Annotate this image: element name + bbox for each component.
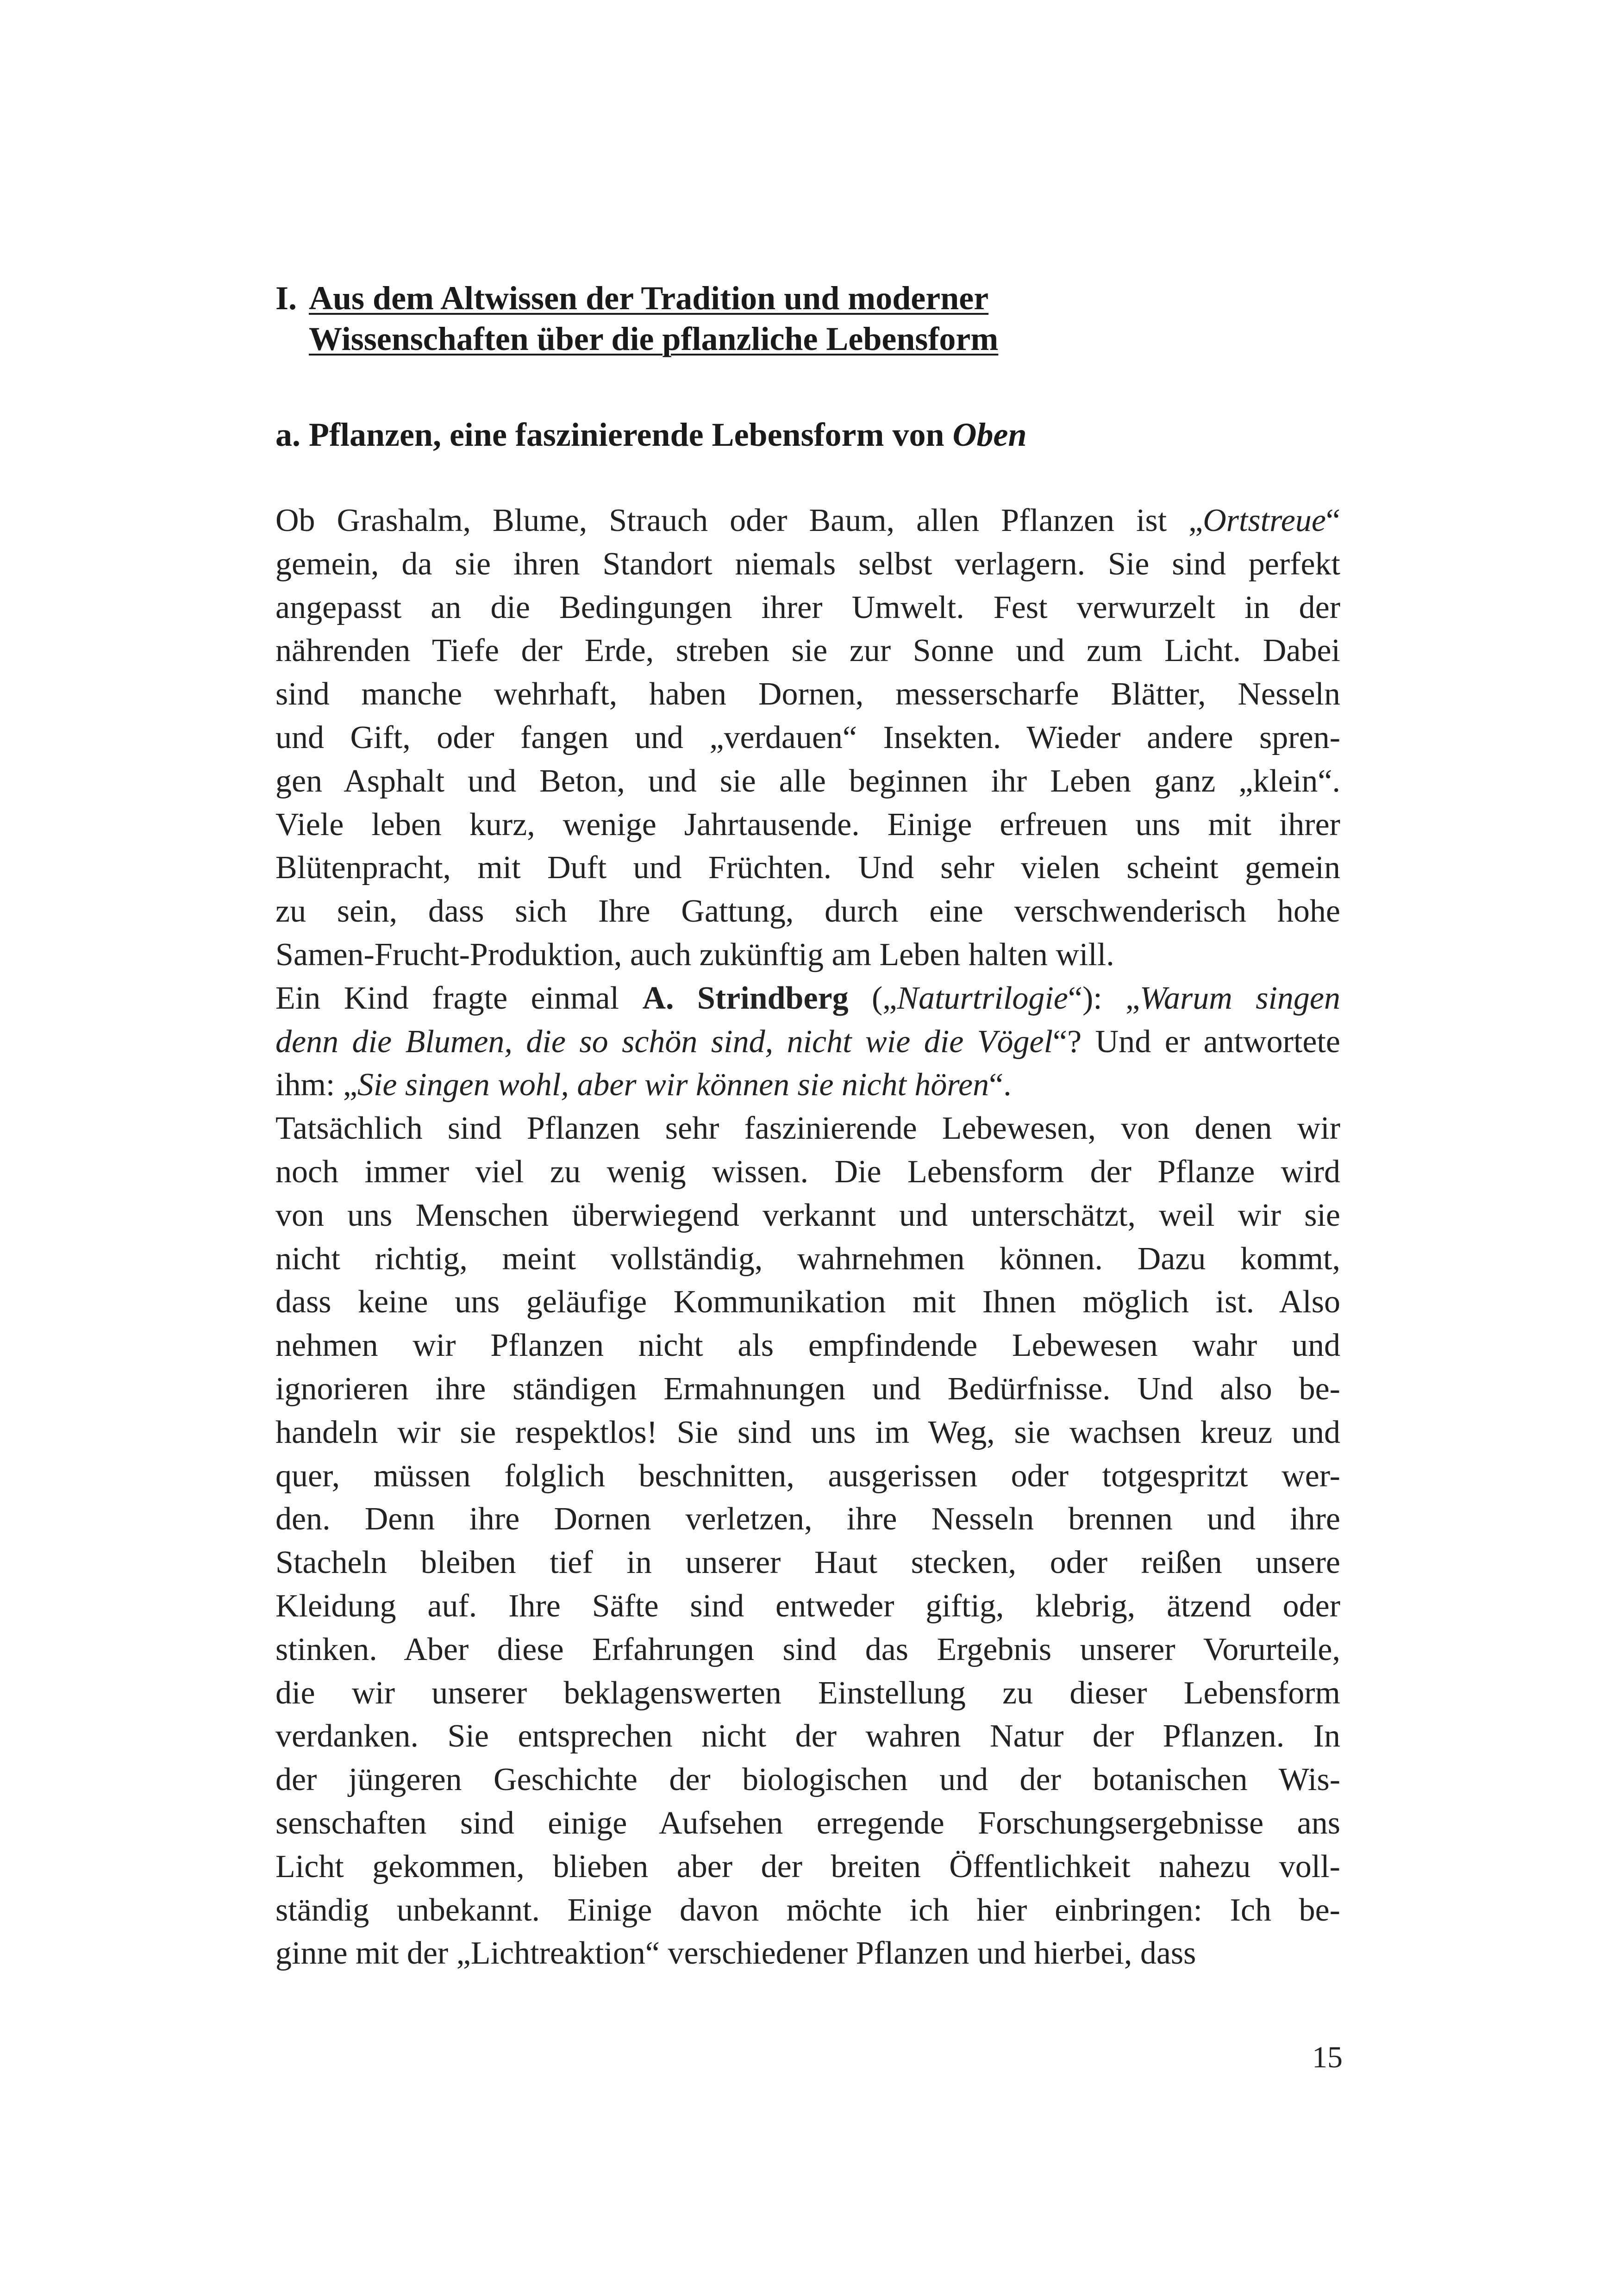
text-line: [275, 1367, 1340, 1411]
text-line: [275, 1411, 1340, 1454]
text-line: [275, 716, 1340, 760]
text-run: Blütenpracht, mit Duft und Früchten. Und sehr vielen scheint gemein: [275, 850, 1340, 886]
text-run: noch immer viel zu wenig wissen. Die Lebensform der Pflanze wird: [275, 1154, 1340, 1190]
text-run: ginne mit der „Lichtreaktion“ verschiedener Pflanzen und hierbei, dass: [275, 1935, 1196, 1972]
text-run: angepasst an die Bedingungen ihrer Umwelt. Fest verwurzelt in der: [275, 589, 1340, 625]
paragraph: [275, 499, 1340, 977]
text-run: ignorieren ihre ständigen Ermahnungen und Bedürfnisse. Und also be-: [275, 1371, 1340, 1407]
text-line: [275, 977, 1340, 1020]
text-line: [275, 1758, 1340, 1802]
text-line: [275, 1063, 1340, 1107]
text-run: Ein Kind fragte einmal: [275, 980, 643, 1016]
text-line: [275, 673, 1340, 716]
text-line: [275, 1845, 1340, 1889]
text-run: quer, müssen folglich beschnitten, ausgerissen oder totgespritzt wer-: [275, 1458, 1340, 1494]
text-run: und Gift, oder fangen und „verdauen“ Insekten. Wieder andere spren-: [275, 719, 1340, 755]
italic-text: Ortstreue: [1203, 503, 1326, 538]
italic-text: Naturtrilogie: [897, 980, 1068, 1016]
text-run: der jüngeren Geschichte der biologischen und der botanischen Wis-: [275, 1762, 1340, 1798]
text-line: [275, 1454, 1340, 1498]
text-line: [275, 499, 1340, 543]
text-run: “): „: [1068, 980, 1140, 1016]
chapter-title-line-1: [275, 278, 1387, 318]
text-line: [275, 1324, 1340, 1367]
text-run: Stacheln bleiben tief in unserer Haut stecken, oder reißen unsere: [275, 1545, 1340, 1581]
chapter-heading: [275, 278, 1387, 359]
text-run: handeln wir sie respektlos! Sie sind uns im Weg, sie wachsen kreuz und: [275, 1414, 1340, 1450]
text-line: [275, 1194, 1340, 1237]
text-run: “.: [989, 1067, 1012, 1103]
text-line: [275, 1715, 1340, 1758]
text-run: die wir unserer beklagenswerten Einstellung zu dieser Lebensform: [275, 1675, 1340, 1711]
text-run: sind manche wehrhaft, haben Dornen, messerscharfe Blätter, Nesseln: [275, 676, 1340, 712]
italic-text: Warum singen: [1140, 980, 1340, 1016]
text-line: [275, 933, 1340, 977]
text-line: [275, 1541, 1340, 1585]
text-run: nährenden Tiefe der Erde, streben sie zur Sonne und zum Licht. Dabei: [275, 633, 1340, 669]
text-line: [275, 1628, 1340, 1672]
text-line: [275, 629, 1340, 673]
text-line: [275, 1150, 1340, 1194]
text-run: nicht richtig, meint vollständig, wahrnehmen können. Dazu kommt,: [275, 1241, 1340, 1277]
text-run: zu sein, dass sich Ihre Gattung, durch eine verschwenderisch hohe: [275, 893, 1340, 930]
text-line: [275, 760, 1340, 803]
text-line: [275, 1237, 1340, 1281]
text-run: senschaften sind einige Aufsehen erregende Forschungsergebnisse ans: [275, 1805, 1340, 1841]
section-heading-emphasis: Oben: [952, 416, 1027, 453]
text-line: [275, 1932, 1340, 1975]
italic-text: denn die Blumen, die so schön sind, nicht wie die Vögel: [275, 1023, 1053, 1060]
text-line: [275, 1497, 1340, 1541]
text-line: [275, 586, 1340, 630]
paragraph: [275, 977, 1340, 1107]
text-line: [275, 1802, 1340, 1845]
text-run: “: [1325, 503, 1340, 538]
text-line: [275, 1107, 1340, 1150]
chapter-title-text-2: Wissenschaften über die pflanzliche Lebensform: [309, 320, 999, 357]
text-run: “? Und er antwortete: [1053, 1023, 1340, 1060]
text-run: gen Asphalt und Beton, und sie alle beginnen ihr Leben ganz „klein“.: [275, 763, 1340, 799]
text-run: stinken. Aber diese Erfahrungen sind das Ergebnis unserer Vorurteile,: [275, 1631, 1340, 1667]
text-run: dass keine uns geläufige Kommunikation mit Ihnen möglich ist. Also: [275, 1284, 1340, 1320]
text-line: [275, 1889, 1340, 1932]
text-line: [275, 1280, 1340, 1324]
chapter-number: I.: [275, 280, 297, 317]
body-text: [275, 499, 1340, 1975]
section-heading-label: a. Pflanzen, eine faszinierende Lebensform von: [275, 416, 953, 453]
text-line: [275, 846, 1340, 890]
text-run: nehmen wir Pflanzen nicht als empfindende Lebewesen wahr und: [275, 1328, 1340, 1364]
section-heading: [275, 414, 1027, 455]
text-line: [275, 543, 1340, 586]
text-line: [275, 1020, 1340, 1064]
text-run: ständig unbekannt. Einige davon möchte ich hier einbringen: Ich be-: [275, 1892, 1340, 1928]
text-line: [275, 890, 1340, 933]
text-run: von uns Menschen überwiegend verkannt und unterschätzt, weil wir sie: [275, 1197, 1340, 1233]
text-run: verdanken. Sie entsprechen nicht der wahren Natur der Pflanzen. In: [275, 1718, 1340, 1754]
chapter-title-line-2: [275, 318, 1387, 359]
text-run: Ob Grashalm, Blume, Strauch oder Baum, allen Pflanzen ist „: [275, 503, 1203, 538]
text-line: [275, 1585, 1340, 1628]
text-run: Samen-Frucht-Produktion, auch zukünftig am Leben halten will.: [275, 936, 1114, 973]
text-run: den. Denn ihre Dornen verletzen, ihre Nesseln brennen und ihre: [275, 1501, 1340, 1537]
bold-text: A. Strindberg: [642, 980, 849, 1016]
text-run: Tatsächlich sind Pflanzen sehr faszinierende Lebewesen, von denen wir: [275, 1111, 1340, 1147]
text-run: Viele leben kurz, wenige Jahrtausende. Einige erfreuen uns mit ihrer: [275, 806, 1340, 842]
text-run: ihm: „: [275, 1067, 357, 1103]
text-line: [275, 803, 1340, 847]
italic-text: Sie singen wohl, aber wir können sie nicht hören: [357, 1067, 989, 1103]
chapter-title-text-1: Aus dem Altwissen der Tradition und moderner: [309, 280, 989, 317]
paragraph: [275, 1107, 1340, 1975]
text-run: („: [848, 980, 897, 1016]
text-run: gemein, da sie ihren Standort niemals selbst verlagern. Sie sind perfekt: [275, 546, 1340, 582]
text-run: Kleidung auf. Ihre Säfte sind entweder giftig, klebrig, ätzend oder: [275, 1588, 1340, 1624]
text-run: Licht gekommen, blieben aber der breiten Öffentlichkeit nahezu voll-: [275, 1848, 1340, 1884]
text-line: [275, 1672, 1340, 1715]
page-number: 15: [1312, 2040, 1343, 2074]
